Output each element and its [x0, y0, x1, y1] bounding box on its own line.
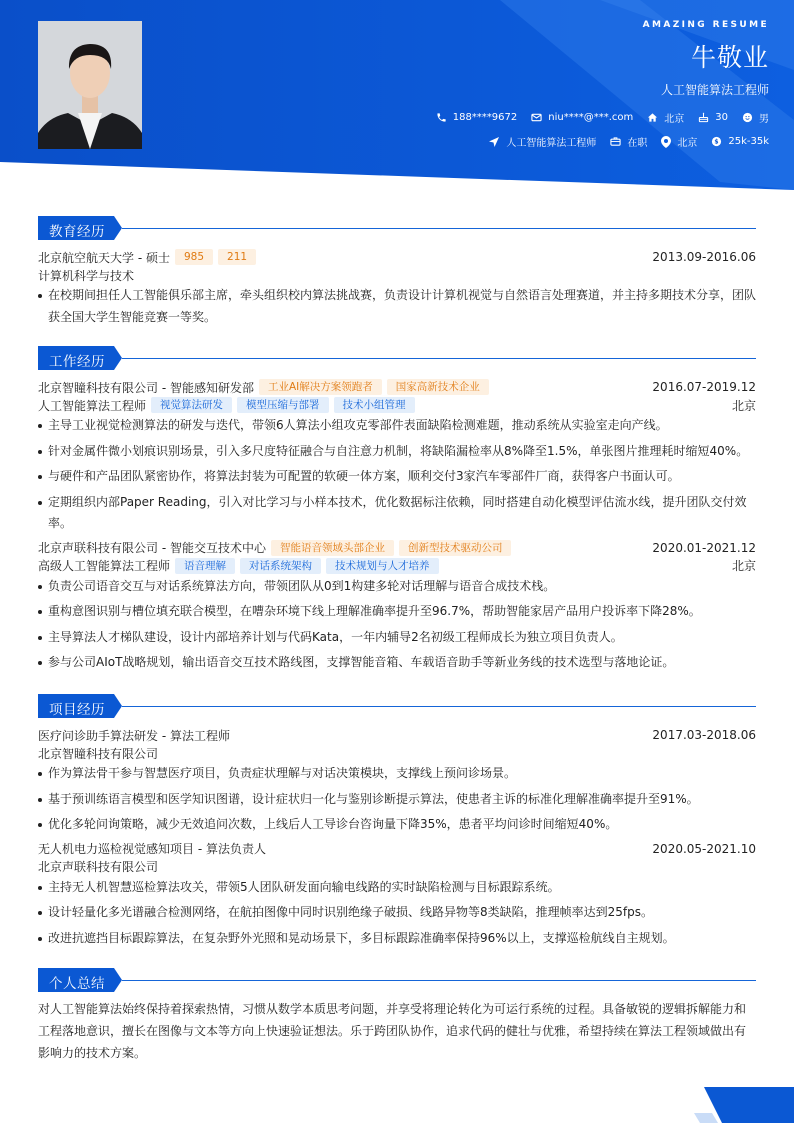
gender-text: 男 — [759, 114, 769, 125]
education-date: 2013.09-2016.06 — [652, 250, 756, 264]
role-tag: 模型压缩与部署 — [237, 397, 329, 413]
list-item: 主持无人机智慧巡检算法攻关，带领5人团队研发面向输电线路的实时缺陷检测与目标跟踪系统。 — [38, 877, 756, 899]
school-name: 北京航空航天大学 - 硕士 — [38, 250, 170, 265]
candidate-name: 牛敬业 — [690, 43, 769, 72]
work-date: 2020.01-2021.12 — [652, 540, 756, 555]
list-item: 负责公司语音交互与对话系统算法方向，带领团队从0到1构建多轮对话理解与语音合成技术栈。 — [38, 576, 756, 598]
location-pin-icon — [661, 136, 671, 148]
list-item: 主导算法人才梯队建设，设计内部培养计划与代码Kata，一年内辅导2名初级工程师成长为独立项目负责人。 — [38, 627, 756, 649]
list-item: 作为算法骨干参与智慧医疗项目，负责症状理解与对话决策模块，支撑线上预问诊场景。 — [38, 763, 756, 785]
gender-info — [742, 110, 769, 125]
list-item: 与硬件和产品团队紧密协作，将算法封装为可配置的软硬一体方案，顺利交付3家汽车零部件厂商，获得客户书面认可。 — [38, 466, 756, 488]
city-info — [661, 134, 697, 149]
target-job-text: 人工智能算法工程师 — [506, 138, 597, 149]
project-date: 2017.03-2018.06 — [652, 728, 756, 742]
major-name: 计算机科学与技术 — [38, 268, 135, 283]
education-section — [38, 216, 756, 332]
list-item: 在校期间担任人工智能俱乐部主席，牵头组织校内算法挑战赛，负责设计计算机视觉与自然语言处理赛道，并主持多期技术分享，团队获全国大学生智能竞赛一等奖。 — [38, 285, 756, 328]
send-icon — [488, 136, 500, 148]
list-item: 针对金属件微小划痕识别场景，引入多尺度特征融合与自注意力机制，将缺陷漏检率从8%降至1.5%，单张图片推理耗时缩短40%。 — [38, 441, 756, 463]
work-date: 2016.07-2019.12 — [652, 380, 756, 394]
role-name: 人工智能算法工程师 — [38, 398, 147, 413]
project-name: 医疗问诊助手算法研发 - 算法工程师 — [38, 728, 230, 743]
company-tag: 国家高新技术企业 — [387, 379, 489, 395]
coin-icon — [711, 136, 722, 147]
role-tag: 语音理解 — [175, 558, 235, 574]
role-tag: 技术小组管理 — [334, 397, 415, 413]
company-name: 北京声联科技有限公司 - 智能交互技术中心 — [38, 541, 266, 555]
status-info — [610, 134, 647, 149]
company-tag: 智能语音领域头部企业 — [271, 540, 394, 556]
section-divider — [122, 228, 756, 229]
role-tag: 对话系统架构 — [240, 558, 321, 574]
project-company: 北京智瞳科技有限公司 — [38, 746, 159, 761]
work-city: 北京 — [731, 559, 756, 573]
summary-text: 对人工智能算法始终保持着探索热情，习惯从数学本质思考问题，并享受将理论转化为可运行系统的过程。具备敏锐的逻辑拆解能力和工程落地意识，擅长在图像与文本等方向上快速验证想法。乐于跨团队协作，追求代码的健壮与优雅，希望持续在算法工程领域做出有影响力的技术方案。 — [38, 1002, 747, 1060]
section-title: 个人总结 — [49, 976, 105, 992]
project-section — [38, 694, 756, 953]
role-name: 高级人工智能算法工程师 — [38, 559, 171, 573]
briefcase-icon — [610, 136, 621, 147]
profile-photo — [38, 21, 142, 149]
phone-text: 188****9672 — [452, 112, 518, 123]
company-name: 北京智瞳科技有限公司 - 智能感知研发部 — [38, 380, 254, 395]
company-tag: 创新型技术驱动公司 — [399, 540, 512, 556]
school-tag: 985 — [175, 249, 213, 265]
footer-decoration — [694, 1087, 794, 1123]
work-section — [38, 346, 756, 678]
age-info — [698, 112, 728, 123]
work-city: 北京 — [731, 398, 756, 413]
role-tag: 视觉算法研发 — [151, 397, 232, 413]
email-text: niu****@***.com — [548, 112, 634, 123]
phone-icon — [436, 112, 447, 123]
section-divider — [122, 358, 756, 359]
email-icon — [531, 112, 542, 123]
svg-text:$: $ — [714, 138, 719, 146]
section-title: 项目经历 — [49, 702, 105, 718]
list-item: 改进抗遮挡目标跟踪算法，在复杂野外光照和晃动场景下，多目标跟踪准确率保持96%以上，支撑巡检航线自主规划。 — [38, 928, 756, 950]
candidate-title: 人工智能算法工程师 — [660, 83, 769, 97]
salary-text: 25k-35k — [728, 136, 769, 147]
home-icon — [647, 112, 658, 123]
section-title: 教育经历 — [49, 224, 105, 240]
project-name: 无人机电力巡检视觉感知项目 - 算法负责人 — [38, 842, 266, 856]
list-item: 优化多轮问询策略，减少无效追问次数，上线后人工导诊台咨询量下降35%，患者平均问诊时间缩短40%。 — [38, 814, 756, 836]
smile-icon — [742, 112, 753, 123]
section-divider — [122, 980, 756, 981]
phone-info — [436, 112, 518, 123]
list-item: 基于预训练语言模型和医学知识图谱，设计症状归一化与鉴别诊断提示算法，使患者主诉的标准化理解准确率提升至91%。 — [38, 789, 756, 811]
cake-icon — [698, 112, 709, 123]
city-text: 北京 — [677, 138, 698, 149]
company-tag: 工业AI解决方案领跑者 — [259, 379, 382, 395]
age-text: 30 — [715, 112, 728, 123]
school-tag: 211 — [218, 249, 256, 265]
home-info — [647, 110, 684, 125]
list-item: 定期组织内部Paper Reading，引入对比学习与小样本技术，优化数据标注依赖，同时搭建自动化模型评估流水线，提升团队交付效率。 — [38, 492, 756, 535]
home-text: 北京 — [664, 114, 685, 125]
status-text: 在职 — [627, 138, 648, 149]
project-company: 北京声联科技有限公司 — [38, 860, 159, 874]
section-title: 工作经历 — [49, 354, 105, 370]
role-tag: 技术规划与人才培养 — [326, 558, 439, 574]
brand-label: AMAZING RESUME — [642, 20, 769, 30]
summary-section — [38, 968, 756, 1064]
list-item: 设计轻量化多光谱融合检测网络，在航拍图像中同时识别绝缘子破损、线路异物等8类缺陷，推理帧率达到25fps。 — [38, 902, 756, 924]
project-date: 2020.05-2021.10 — [652, 841, 756, 856]
salary-info — [711, 136, 769, 147]
list-item: 参与公司AIoT战略规划，输出语音交互技术路线图，支撑智能音箱、车载语音助手等新业务线的技术选型与落地论证。 — [38, 652, 756, 674]
list-item: 主导工业视觉检测算法的研发与迭代，带领6人算法小组攻克零部件表面缺陷检测难题，推动系统从实验室走向产线。 — [38, 415, 756, 437]
target-job-info — [488, 134, 596, 149]
list-item: 重构意图识别与槽位填充联合模型，在嘈杂环境下线上理解准确率提升至96.7%，帮助智能家居产品用户投诉率下降28%。 — [38, 601, 756, 623]
email-info — [531, 112, 633, 123]
section-divider — [122, 706, 756, 707]
